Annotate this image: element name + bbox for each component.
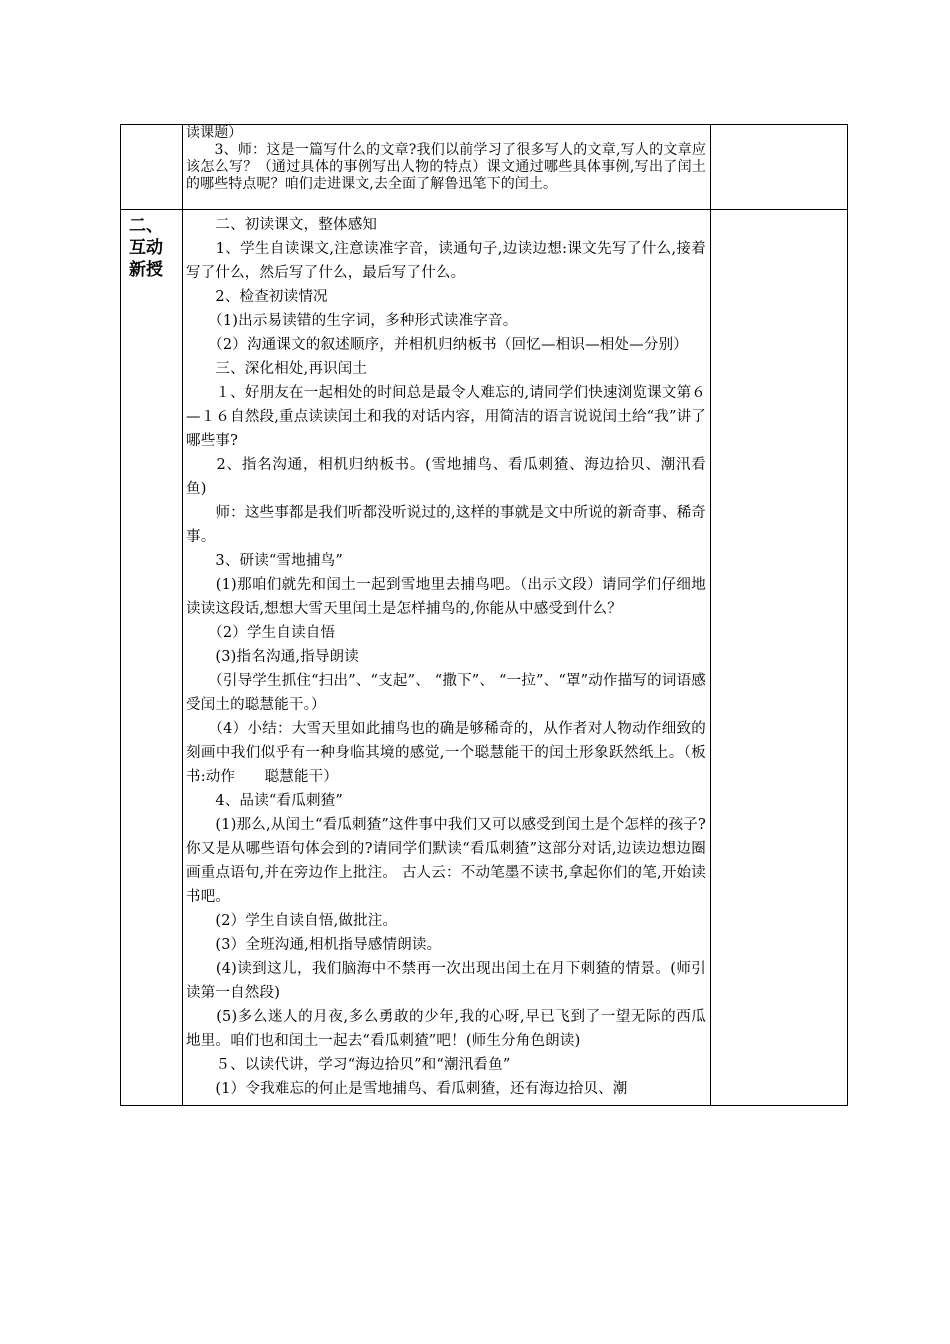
notes-column	[711, 125, 847, 1105]
paragraph: (2）学生自读自悟,做批注。	[186, 913, 398, 929]
paragraph: 师：这些事都是我们听都没听说过的,这样的事就是文中所说的新奇事、稀奇事。	[186, 505, 706, 545]
paragraph: （2）学生自读自悟	[186, 625, 336, 641]
paragraph: １、好朋友在一起相处的时间总是最令人难忘的,请同学们快速浏览课文第６—１６自然段,重点读读闰土和我的对话内容，用简洁的语言说说闰土给“我”讲了哪些事?	[186, 385, 706, 449]
paragraph: 3、研读“雪地捕鸟”	[186, 553, 343, 569]
paragraph: (1）令我难忘的何止是雪地捕鸟、看瓜刺猹，还有海边拾贝、潮	[186, 1081, 628, 1097]
main-content-cell	[184, 213, 710, 1105]
paragraph: 4、品读“看瓜刺猹”	[186, 793, 343, 809]
intro-line-2: 3、师：这是一篇写什么的文章?我们以前学习了很多写人的文章,写人的文章应该怎么写？（通过具体的事例写出人物的特点）课文通过哪些具体事例,写出了闰土的哪些特点呢？咱们走进课文,去全面了解鲁迅笔下的闰土。	[186, 142, 706, 192]
intro-line-1: 读课题）	[186, 125, 243, 141]
paragraph: ５、以读代讲，学习“海边拾贝”和“潮汛看鱼”	[186, 1057, 511, 1073]
paragraph: 2、指名沟通，相机归纳板书。(雪地捕鸟、看瓜刺猹、海边拾贝、潮汛看鱼)	[186, 457, 706, 497]
paragraph: （1)出示易读错的生字词，多种形式读准字音。	[186, 313, 518, 329]
section-label-line-2: 互动	[129, 238, 163, 258]
paragraph: 三、深化相处,再识闰土	[186, 361, 368, 377]
paragraph: （引导学生抓住“扫出”、“支起”、 “撒下”、 “一拉”、“罩”动作描写的词语感受闰土的聪慧能干。）	[186, 673, 706, 713]
section-label	[129, 215, 177, 281]
paragraph: 2、检查初读情况	[186, 289, 328, 305]
paragraph: (1)那么,从闰土“看瓜刺猹”这件事中我们又可以感受到闰土是个怎样的孩子?你又是从哪些语句体会到的?请同学们默读“看瓜刺猹”这部分对话,边读边想边圈画重点语句,并在旁边作上批注。 古人云：不动笔墨不读书,拿起你们的笔,开始读书吧。	[186, 817, 706, 905]
paragraph: (3）全班沟通,相机指导感情朗读。	[186, 937, 442, 953]
intro-cell	[184, 125, 710, 209]
column-divider-left	[182, 125, 183, 1105]
paragraph: (1)那咱们就先和闰土一起到雪地里去捕鸟吧。（出示文段）请同学们仔细地读读这段话,想想大雪天里闰土是怎样捕鸟的,你能从中感受到什么？	[186, 577, 706, 617]
paragraph: 1、学生自读课文,注意读准字音，读通句子,边读边想:课文先写了什么,接着写了什么，然后写了什么，最后写了什么。	[186, 241, 706, 281]
section-label-line-3: 新授	[129, 260, 163, 280]
paragraph: 二、初读课文，整体感知	[186, 217, 378, 233]
paragraph: (5)多么迷人的月夜,多么勇敢的少年,我的心呀,早已飞到了一望无际的西瓜地里。咱们也和闰土一起去“看瓜刺猹”吧！(师生分角色朗读)	[186, 1009, 706, 1049]
paragraph: （4）小结：大雪天里如此捕鸟也的确是够稀奇的，从作者对人物动作细致的刻画中我们似乎有一种身临其境的感觉,一个聪慧能干的闰土形象跃然纸上。（板书:动作 聪慧能干）	[186, 721, 706, 785]
paragraph: (4)读到这儿，我们脑海中不禁再一次出现出闰土在月下刺猹的情景。(师引读第一自然段)	[186, 961, 706, 1001]
lesson-plan-table	[120, 124, 848, 1106]
paragraph: (3)指名沟通,指导朗读	[186, 649, 359, 665]
section-label-line-1: 二、	[129, 216, 163, 236]
paragraph: （2）沟通课文的叙述顺序，并相机归纳板书（回忆—相识—相处—分别）	[186, 337, 688, 353]
